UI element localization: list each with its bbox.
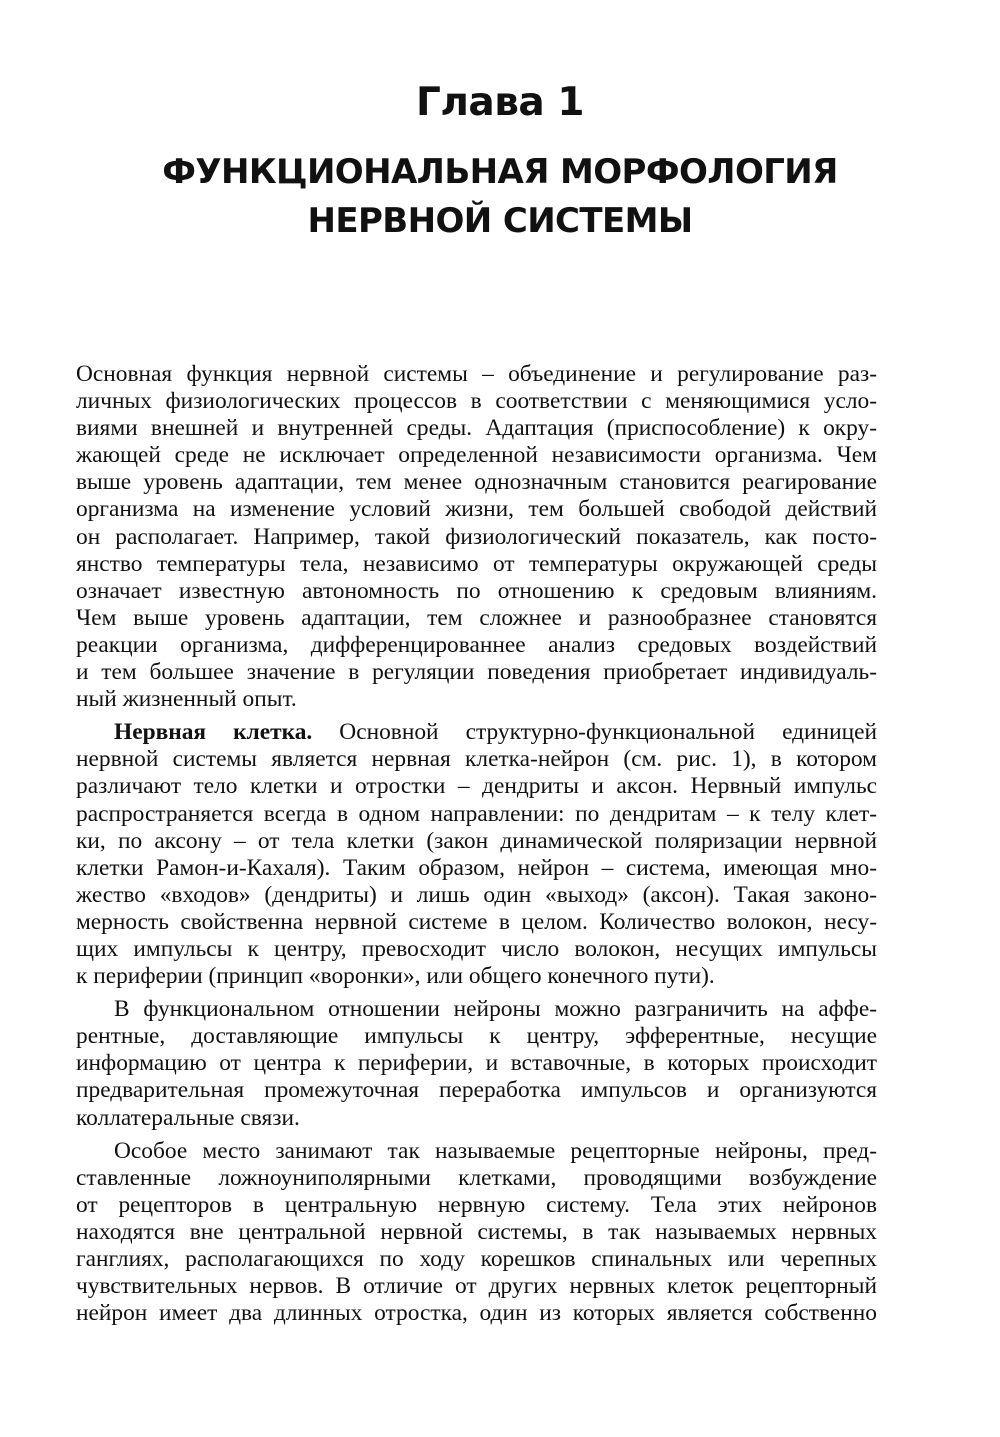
text-line: предварительная промежуточная переработка импульсов и организуются: [76, 1077, 877, 1104]
text-line: ганглиях, располагающихся по ходу корешков спинальных или черепных: [76, 1246, 877, 1272]
text-line: Чем выше уровень адаптации, тем сложнее и разнообразнее становятся: [76, 604, 877, 631]
text-line: мерность свойственна нервной системе в целом. Количество волокон, несу-: [76, 908, 877, 935]
text-line: выше уровень адаптации, тем менее однозначным становится реагирование: [76, 469, 877, 496]
text-run: Основной структурно-функциональной единицей: [312, 719, 878, 746]
text-line: он располагает. Например, такой физиологический показатель, как посто-: [76, 523, 877, 550]
text-line: рентные, доставляющие импульсы к центру, эфферентные, несущие: [76, 1023, 877, 1050]
chapter-title-line-1: ФУНКЦИОНАЛЬНАЯ МОРФОЛОГИЯ: [162, 152, 838, 192]
text-line: нейрон имеет два длинных отростка, один из которых является собственно: [76, 1300, 877, 1327]
text-line: находятся вне центральной нервной системы, в так называемых нервных: [76, 1218, 877, 1245]
text-line: чувствительных нервов. В отличие от других нервных клеток рецепторный: [76, 1273, 877, 1300]
text-line: означает известную автономность по отношению к средовым влияниям.: [76, 577, 877, 604]
paragraph-neuron-types: [76, 996, 877, 1131]
text-line: организма на изменение условий жизни, тем большей свободой действий: [76, 496, 877, 523]
text-line: Особое место занимают так называемые рецепторные нейроны, пред-: [114, 1137, 877, 1164]
chapter-number: Глава 1: [416, 80, 584, 125]
text-line: виями внешней и внутренней среды. Адаптация (приспособление) к окру-: [76, 415, 877, 442]
text-line: различают тело клетки и отростки – дендриты и аксон. Нервный импульс: [76, 773, 877, 800]
text-line: информацию от центра к периферии, и вставочные, в которых происходит: [76, 1050, 877, 1077]
text-line: нервной системы является нервная клетка-нейрон (см. рис. 1), в котором: [76, 746, 877, 773]
text-line: жающей среде не исключает определенной независимости организма. Чем: [76, 442, 877, 469]
chapter-title: [0, 148, 1000, 246]
body-text: [76, 361, 877, 1327]
text-line: к периферии (принцип «воронки», или общего конечного пути).: [76, 963, 715, 990]
text-line: ставленные ложноуниполярными клетками, проводящими возбуждение: [76, 1164, 877, 1191]
text-line: янство температуры тела, независимо от температуры окружающей среды: [76, 550, 877, 577]
text-line: ный жизненный опыт.: [76, 686, 297, 713]
text-line: реакции организма, дифференцированнее анализ средовых воздействий: [76, 631, 877, 658]
text-line: распространяется всегда в одном направлении: по дендритам – к телу клет-: [76, 800, 877, 827]
chapter-title-line-2: НЕРВНОЙ СИСТЕМЫ: [307, 201, 693, 241]
text-line: [76, 719, 877, 746]
paragraph-intro: [76, 361, 877, 713]
text-line: и тем большее значение в регуляции поведения приобретает индивидуаль-: [76, 659, 877, 686]
text-line: щих импульсы к центру, превосходит число волокон, несущих импульсы: [76, 935, 877, 962]
text-line: В функциональном отношении нейроны можно разграничить на аффе-: [114, 996, 877, 1023]
text-line: коллатеральные связи.: [76, 1104, 300, 1131]
paragraph-receptor-neurons: [76, 1138, 877, 1328]
paragraph-nerve-cell: [76, 719, 877, 990]
text-line: личных физиологических процессов в соответствии с меняющимися усло-: [76, 388, 877, 415]
run-in-heading: Нервная клетка.: [114, 719, 313, 746]
text-line: клетки Рамон-и-Кахаля). Таким образом, нейрон – система, имеющая мно-: [76, 854, 877, 881]
text-line: ки, по аксону – от тела клетки (закон динамической поляризации нервной: [76, 827, 877, 854]
text-line: от рецепторов в центральную нервную систему. Тела этих нейронов: [76, 1191, 877, 1218]
text-line: жество «входов» (дендриты) и лишь один «выход» (аксон). Такая законо-: [76, 881, 877, 908]
text-line: Основная функция нервной системы – объединение и регулирование раз-: [76, 361, 877, 387]
